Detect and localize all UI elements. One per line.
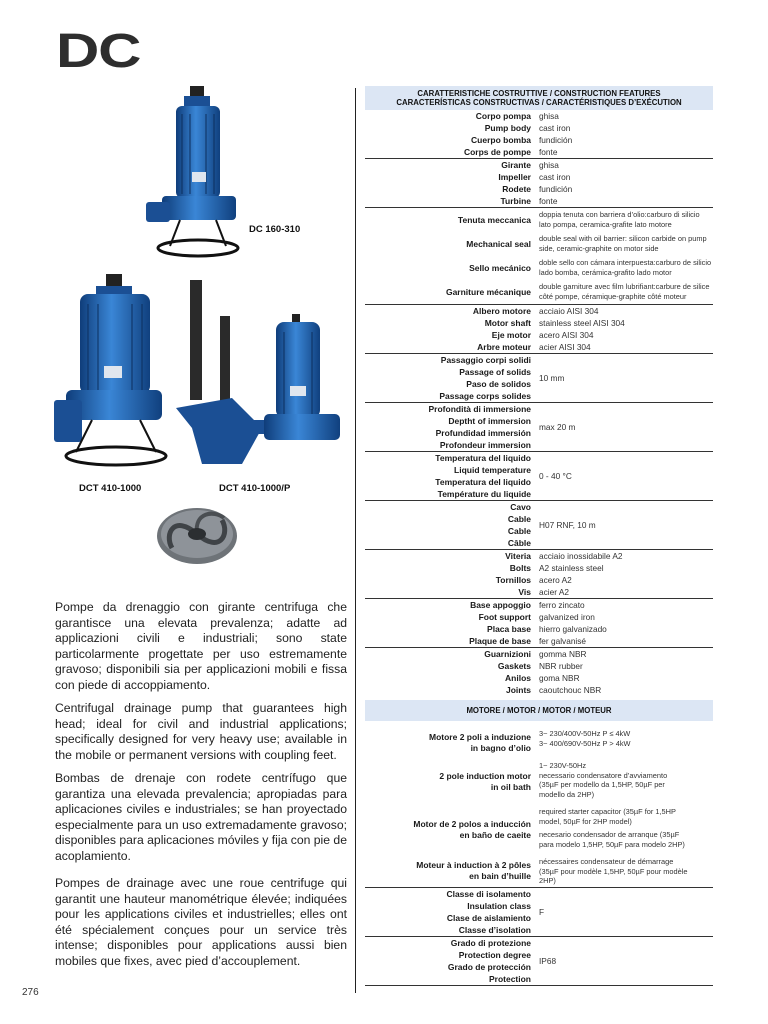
spec-group-liquid-temperature: Temperatura del liquido Liquid temperature Temperatura del liquido Température du liquide 0 - 40 °C [365,452,713,501]
dct-410-1000-p-pump-image [172,278,344,474]
construction-features-header: CARATTERISTICHE COSTRUTTIVE / CONSTRUCTION FEATURES CARACTERÍSTICAS CONSTRUCTIVAS / CARACTÉRISTIQUES D’EXÉCUTION [365,86,713,110]
spec-group-immersion-depth: Profondità di immersione Deptht of immersion Profundidad immersión Profondeur immersion max 20 m [365,403,713,452]
dc-160-310-label: DC 160-310 [249,224,301,235]
page-title: DC [56,25,141,78]
description-english: Centrifugal drainage pump that guarantees high head; ideal for civil and industrial applications; specifically designed for very heavy use; available in the mobile or permanent versions with coupling feet. [55,701,347,762]
spec-group-foot-support: Base appoggio Foot support Placa base Plaque de base ferro zincato galvanized iron hierro galvanizado fer galvanisé [365,599,713,648]
spec-group-impeller: Girante Impeller Rodete Turbine ghisa cast iron fundición fonte [365,159,713,208]
page-number: 276 [22,987,39,998]
dc-160-310-pump-image [140,84,245,264]
description-french: Pompes de drainage avec une roue centrifuge qui garantit une hauteur manométrique élevée; indiquées pour les applications civiles et industrielles; elles ont été spécialement conçues pour un service très intense; disponibles pour applications aussi bien mobiles que fixes, avec pied d’accouplement. [55,876,347,968]
spec-group-gaskets: Guarnizioni Gaskets Anilos Joints gomma NBR NBR rubber goma NBR caoutchouc NBR [484,649,602,695]
spec-group-solids-passage: Passaggio corpi solidi Passage of solids Paso de solidos Passage corps solides 10 mm [365,354,713,403]
spec-group-bolts: Viteria Bolts Tornillos Vis acciaio inossidabile A2 A2 stainless steel acero A2 acier A2 [365,550,713,599]
impeller-image [154,504,240,568]
spec-table [365,86,713,986]
description-italian: Pompe da drenaggio con girante centrifuga che garantisce una elevata prevalenza; adatte ad applicazioni civili e industriali; sono state particolarmente progettate per uso estremamente gravoso; disponibili sia per applicazioni mobili e fissa con piede di accoppiamento. [55,600,347,692]
spec-group-cable: Cavo Cable Cable Câble H07 RNF, 10 m [365,501,713,550]
motor-header: MOTORE / MOTOR / MOTOR / MOTEUR [365,700,713,721]
spec-group-protection-degree: Grado di protezione Protection degree Grado de protección Protection IP68 [365,937,713,986]
column-divider [355,88,356,993]
spec-group-pump-body: Corpo pompa Pump body Cuerpo bomba Corps de pompe ghisa cast iron fundición fonte [365,110,713,159]
spec-group-insulation-class: Classe di isolamento Insulation class Clase de aislamiento Classe d’isolation F [365,888,713,937]
description-spanish: Bombas de drenaje con rodete centrífugo que garantiza una elevada prevalencia; apropiadas para aplicaciones civiles e industriales; se han proyectado especialmente para un uso extremadamente gravoso; disponibles para aplicaciones móviles y fija con pie de acoplamiento. [55,771,347,863]
spec-group-motor-type: Motore 2 poli a induzione in bagno d’olio 3~ 230/400V-50Hz P ≤ 4kW 3~ 400/690V-50Hz P > 4kW 2 pole induction motor in oil bath 1~ 230V-50Hz necessario condensatore d’avviamento (35µF per modello da 1,5HP, 50µF per modello da 2HP) Motor de 2 polos a inducción en baño de caeite required starter capacitor (35µF for 1,5HP model, 50µF for 2HP model) necesario condensador de arranque (35µF para modelo 1,5HP, 50µF para modelo 2HP) Moteur à induction à 2 pôles en bain d’huille nécessaires condensateur de démarrage (35µF pour modèle 1,5HP, 50µF pour modèle 2HP) [365,721,713,888]
dct-410-1000-p-label: DCT 410-1000/P [219,483,291,494]
dct-410-1000-label: DCT 410-1000 [79,483,142,494]
dct-410-1000-pump-image [52,270,170,470]
spec-group-motor-shaft: Albero motore Motor shaft Eje motor Arbre moteur acciaio AISI 304 stainless steel AISI 304 acero AISI 304 acier AISI 304 [365,305,713,354]
spec-group-mechanical-seal: Tenuta meccanica doppia tenuta con barriera d’olio:carburo di silicio lato pompa, ceramica-grafite lato motore Mechanical seal double seal with oil barrier: silicon carbide on pump side, ceramic-graphite on motor side Sello mecánico doble sello con cámara interpuesta:carburo de silicio lado bomba, cerámica-grafito lado motor Garniture mécanique double garniture avec film lubrifiant:carbure de silice côté pompe, céramique-graphite côté moteur [365,208,713,305]
